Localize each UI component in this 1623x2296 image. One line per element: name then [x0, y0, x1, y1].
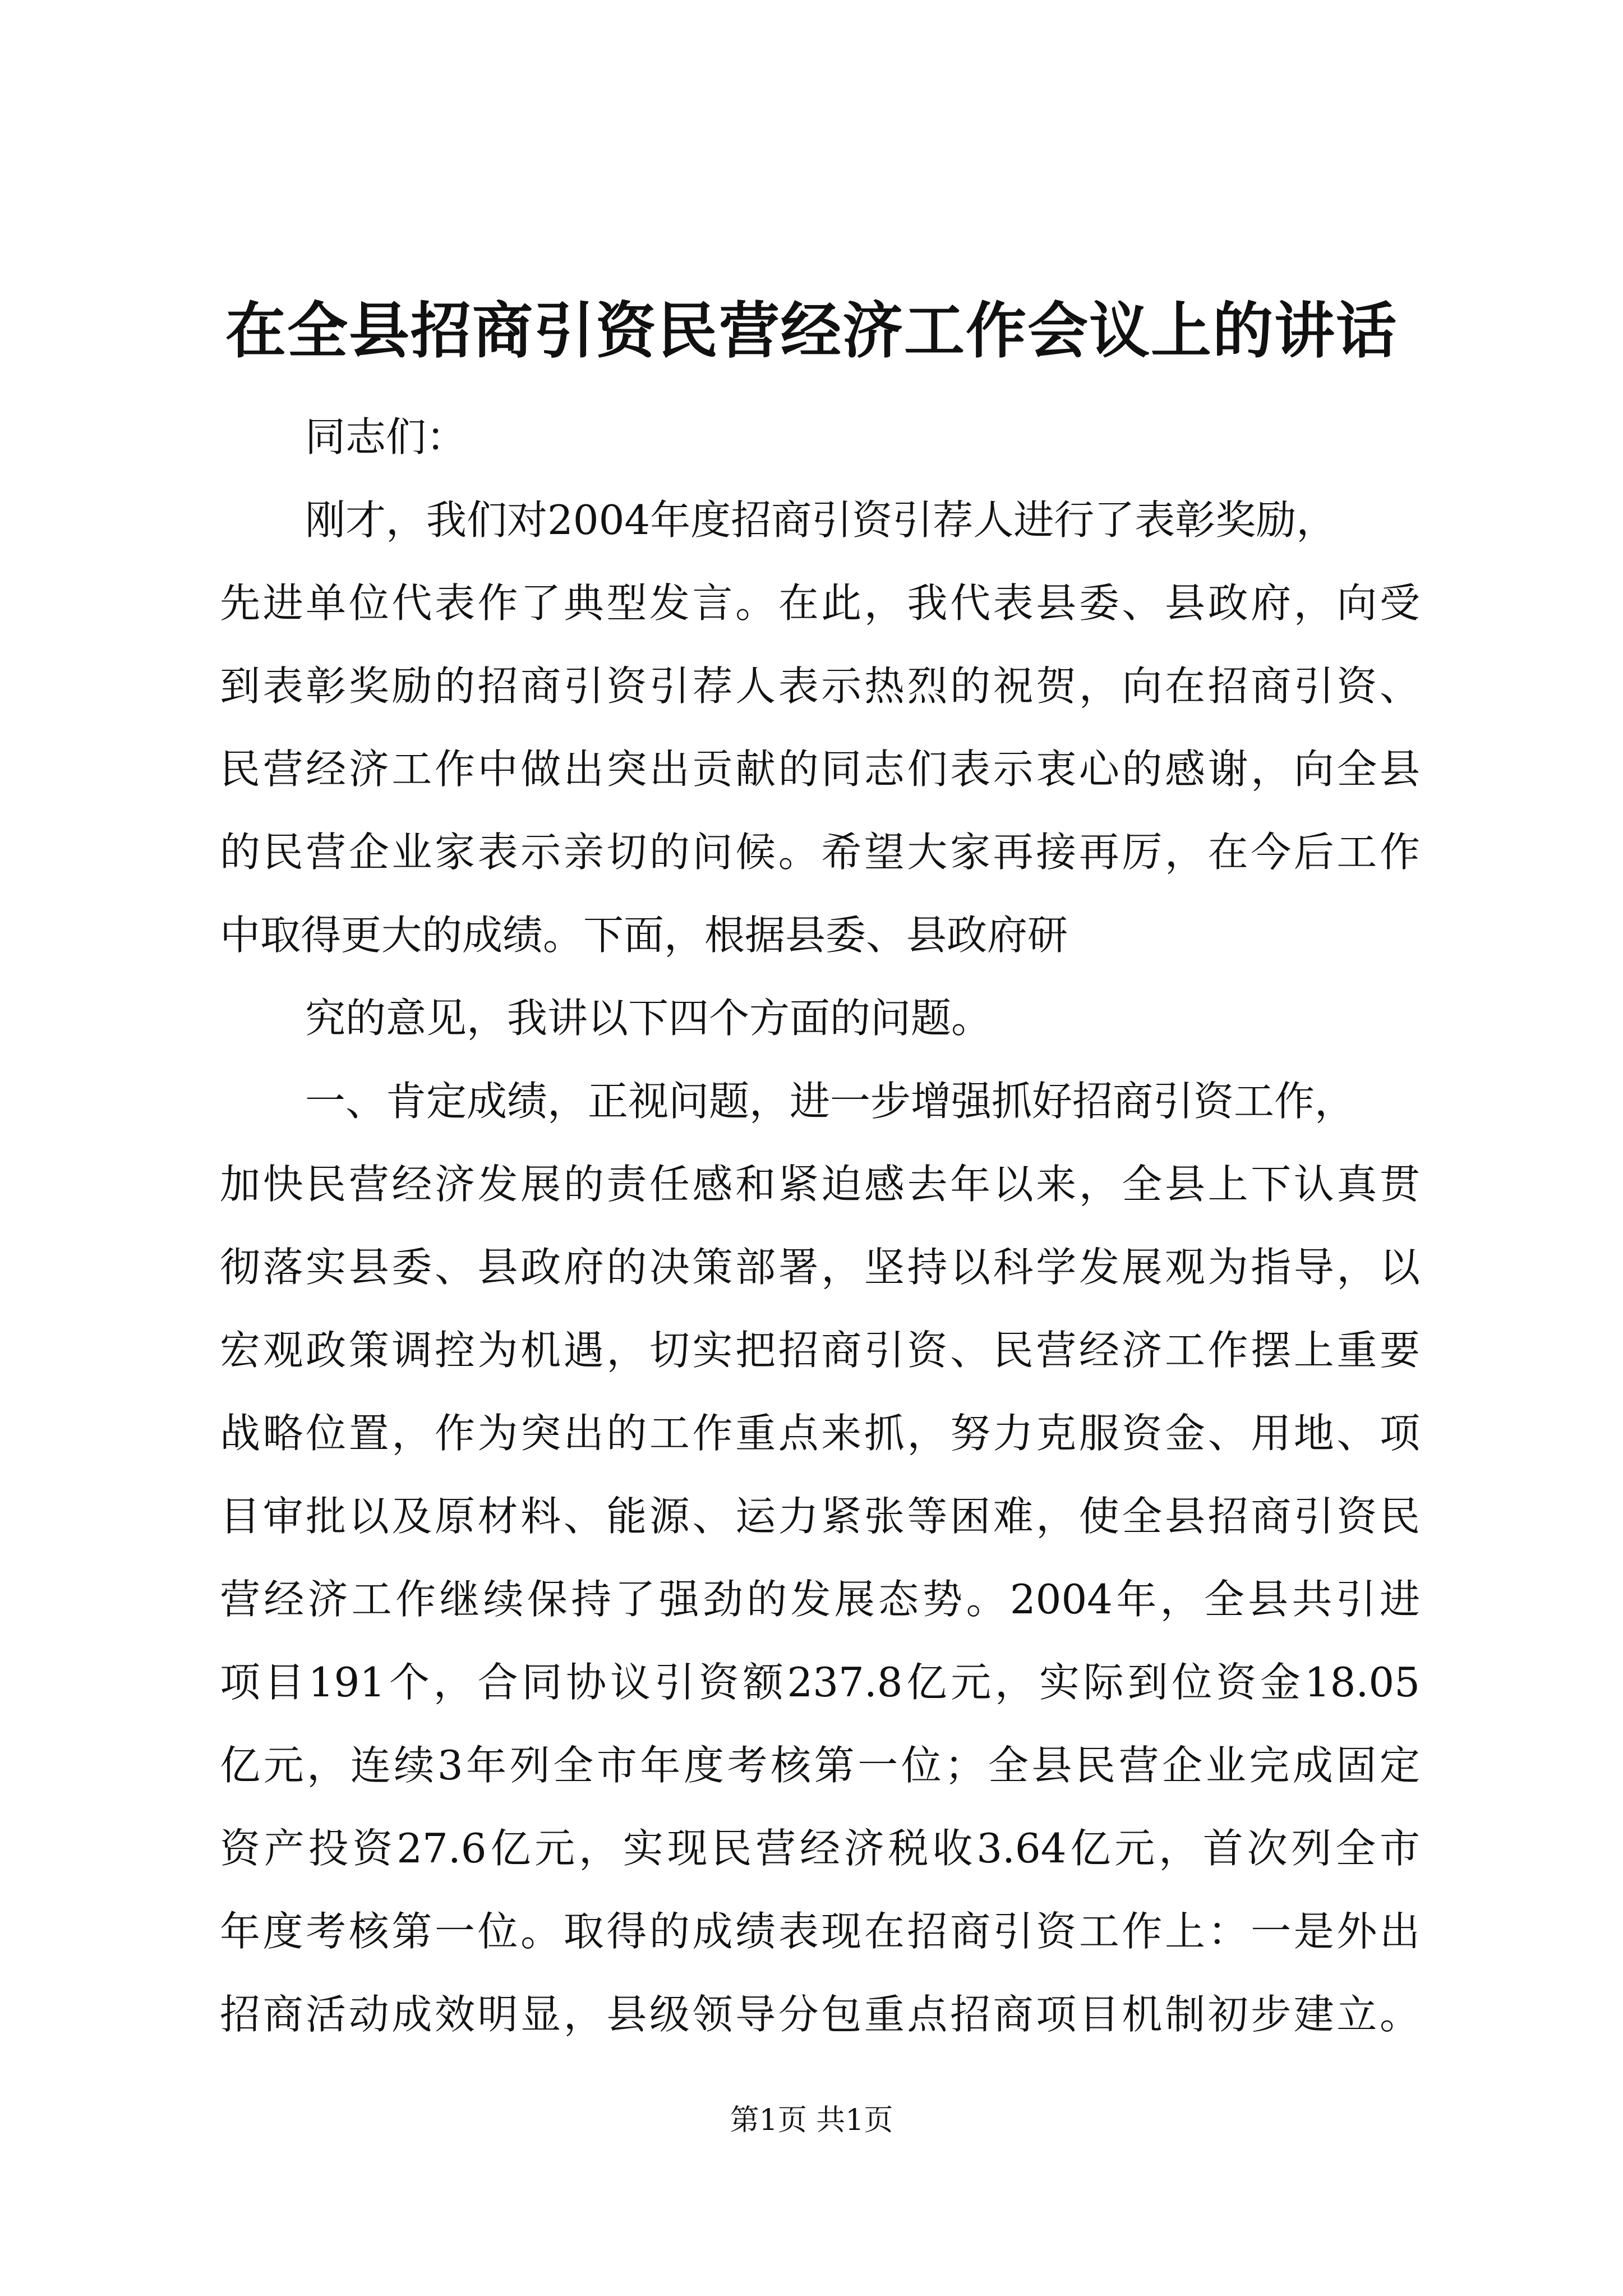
page-footer: 第1页 共1页 [730, 2104, 893, 2137]
paragraph-line: 到表彰奖励的招商引资引荐人表示热烈的祝贺，向在招商引资、 [220, 662, 1420, 710]
paragraph-line: 加快民营经济发展的责任感和紧迫感去年以来，全县上下认真贯 [220, 1161, 1420, 1208]
section-heading-line: 一、肯定成绩，正视问题，进一步增强抓好招商引资工作， [305, 1078, 1355, 1125]
paragraph-line: 年度考核第一位。取得的成绩表现在招商引资工作上：一是外出 [220, 1908, 1420, 1955]
paragraph-line: 究的意见，我讲以下四个方面的问题。 [305, 995, 992, 1042]
salutation: 同志们： [305, 413, 467, 461]
paragraph-line: 中取得更大的成绩。下面，根据县委、县政府研 [220, 912, 1068, 959]
paragraph-line: 目审批以及原材料、能源、运力紧张等困难，使全县招商引资民 [220, 1493, 1420, 1540]
paragraph-line: 战略位置，作为突出的工作重点来抓，努力克服资金、用地、项 [220, 1410, 1420, 1457]
paragraph-line: 刚才，我们对2004年度招商引资引荐人进行了表彰奖励， [305, 496, 1337, 544]
paragraph-line: 民营经济工作中做出突出贡献的同志们表示衷心的感谢，向全县 [220, 746, 1420, 793]
document-body [220, 395, 1420, 2056]
paragraph-line: 营经济工作继续保持了强劲的发展态势。2004年，全县共引进 [220, 1576, 1420, 1623]
document-title: 在全县招商引资民营经济工作会议上的讲话 [225, 296, 1398, 366]
paragraph-line: 亿元，连续3年列全市年度考核第一位；全县民营企业完成固定 [220, 1742, 1420, 1789]
paragraph-line: 招商活动成效明显，县级领导分包重点招商项目机制初步建立。 [220, 1991, 1420, 2038]
paragraph-line: 的民营企业家表示亲切的问候。希望大家再接再厉，在今后工作 [220, 829, 1420, 876]
paragraph-line: 资产投资27.6亿元，实现民营经济税收3.64亿元，首次列全市 [220, 1825, 1420, 1872]
paragraph-line: 先进单位代表作了典型发言。在此，我代表县委、县政府，向受 [220, 579, 1420, 627]
paragraph-line: 项目191个，合同协议引资额237.8亿元，实际到位资金18.05 [220, 1659, 1420, 1706]
paragraph-line: 宏观政策调控为机遇，切实把招商引资、民营经济工作摆上重要 [220, 1327, 1420, 1374]
paragraph-line: 彻落实县委、县政府的决策部署，坚持以科学发展观为指导，以 [220, 1244, 1420, 1291]
